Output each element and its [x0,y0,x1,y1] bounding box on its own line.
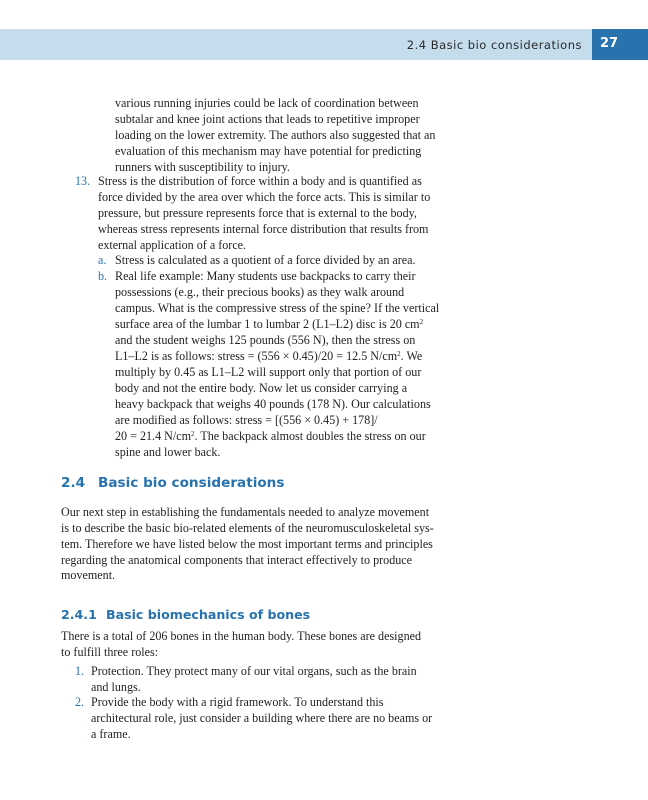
running-header [0,29,592,60]
text-line: is to describe the basic bio-related elements of the neuromusculoskeletal sys- [61,521,434,535]
text-line: Our next step in establishing the fundamentals needed to analyze movement [61,505,430,519]
text-line: force divided by the area over which the force acts. This is similar to [98,190,431,204]
list-number: 2. [75,695,85,709]
text-line: Stress is calculated as a quotient of a force divided by an area. [115,253,416,267]
text-line: possessions (e.g., their precious books) as they walk around [115,285,405,299]
text-line: loading on the lower extremity. The authors also suggested that an [115,128,436,142]
text-line: multiply by 0.45 as L1–L2 will support only that portion of our [115,365,422,379]
text-line: pressure, but pressure represents force that is external to the body, [98,206,417,220]
text-line: are modified as follows: stress = [(556 × 0.45) + 178]/ [115,413,378,427]
text-line: 20 = 21.4 $N/cm^2$. The backpack almost doubles the stress on our [115,429,426,443]
text-line: Provide the body with a rigid framework. To understand this [91,695,384,709]
text-line: evaluation of this mechanism may have potential for predicting [115,144,422,158]
page-number: 27 [600,36,619,51]
sub-list-marker: a. [98,253,107,267]
running-title: 2.4 Basic bio considerations [406,38,582,52]
text-line: surface area of the lumbar 1 to lumbar 2 (L1–L2) disc is 20 $cm^2$ [115,317,424,331]
text-line: to fulfill three roles: [61,645,159,659]
text-line: architectural role, just consider a building where there are no beams or [91,711,433,725]
text-line: movement. [61,568,116,582]
sub-list-marker: b. [98,269,108,283]
list-number: 1. [75,664,85,678]
text-line: There is a total of 206 bones in the human body. These bones are designed [61,629,422,643]
text-line: and the student weighs 125 pounds (556 N), then the stress on [115,333,416,347]
text-line: tem. Therefore we have listed below the most important terms and principles [61,537,433,551]
section-number: 2.4 [61,475,86,491]
subsection-title: Basic biomechanics of bones [106,607,311,622]
text-line: body and not the entire body. Now let us consider carrying a [115,381,408,395]
text-line: Real life example: Many students use backpacks to carry their [115,269,416,283]
page-number-box [592,29,648,60]
text-line: heavy backpack that weighs 40 pounds (178 N). Our calculations [115,397,431,411]
text-line: Protection. They protect many of our vital organs, such as the brain [91,664,417,678]
subsection-heading [61,607,310,622]
text-line: and lungs. [91,680,141,694]
text-line: campus. What is the compressive stress of the spine? If the vertical [115,301,440,315]
text-line: regarding the anatomical components that interact effectively to produce [61,553,413,567]
subsection-number: 2.4.1 [61,607,97,622]
text-line: a frame. [91,727,131,741]
text-line: various running injuries could be lack of coordination between [115,96,419,110]
text-line: Stress is the distribution of force within a body and is quantified as [98,174,422,188]
text-line: L1–L2 is as follows: stress = (556 × 0.45)/20 = 12.5 $N/cm^2$. We [115,349,423,363]
text-line: external application of a force. [98,238,247,252]
text-line: runners with susceptibility to injury. [115,160,290,174]
text-line: spine and lower back. [115,445,221,459]
text-line: subtalar and knee joint actions that leads to repetitive improper [115,112,420,126]
text-line: whereas stress represents internal force distribution that results from [98,222,429,236]
section-title: Basic bio considerations [98,475,285,491]
list-number: 13. [75,174,91,188]
section-heading [61,475,284,491]
